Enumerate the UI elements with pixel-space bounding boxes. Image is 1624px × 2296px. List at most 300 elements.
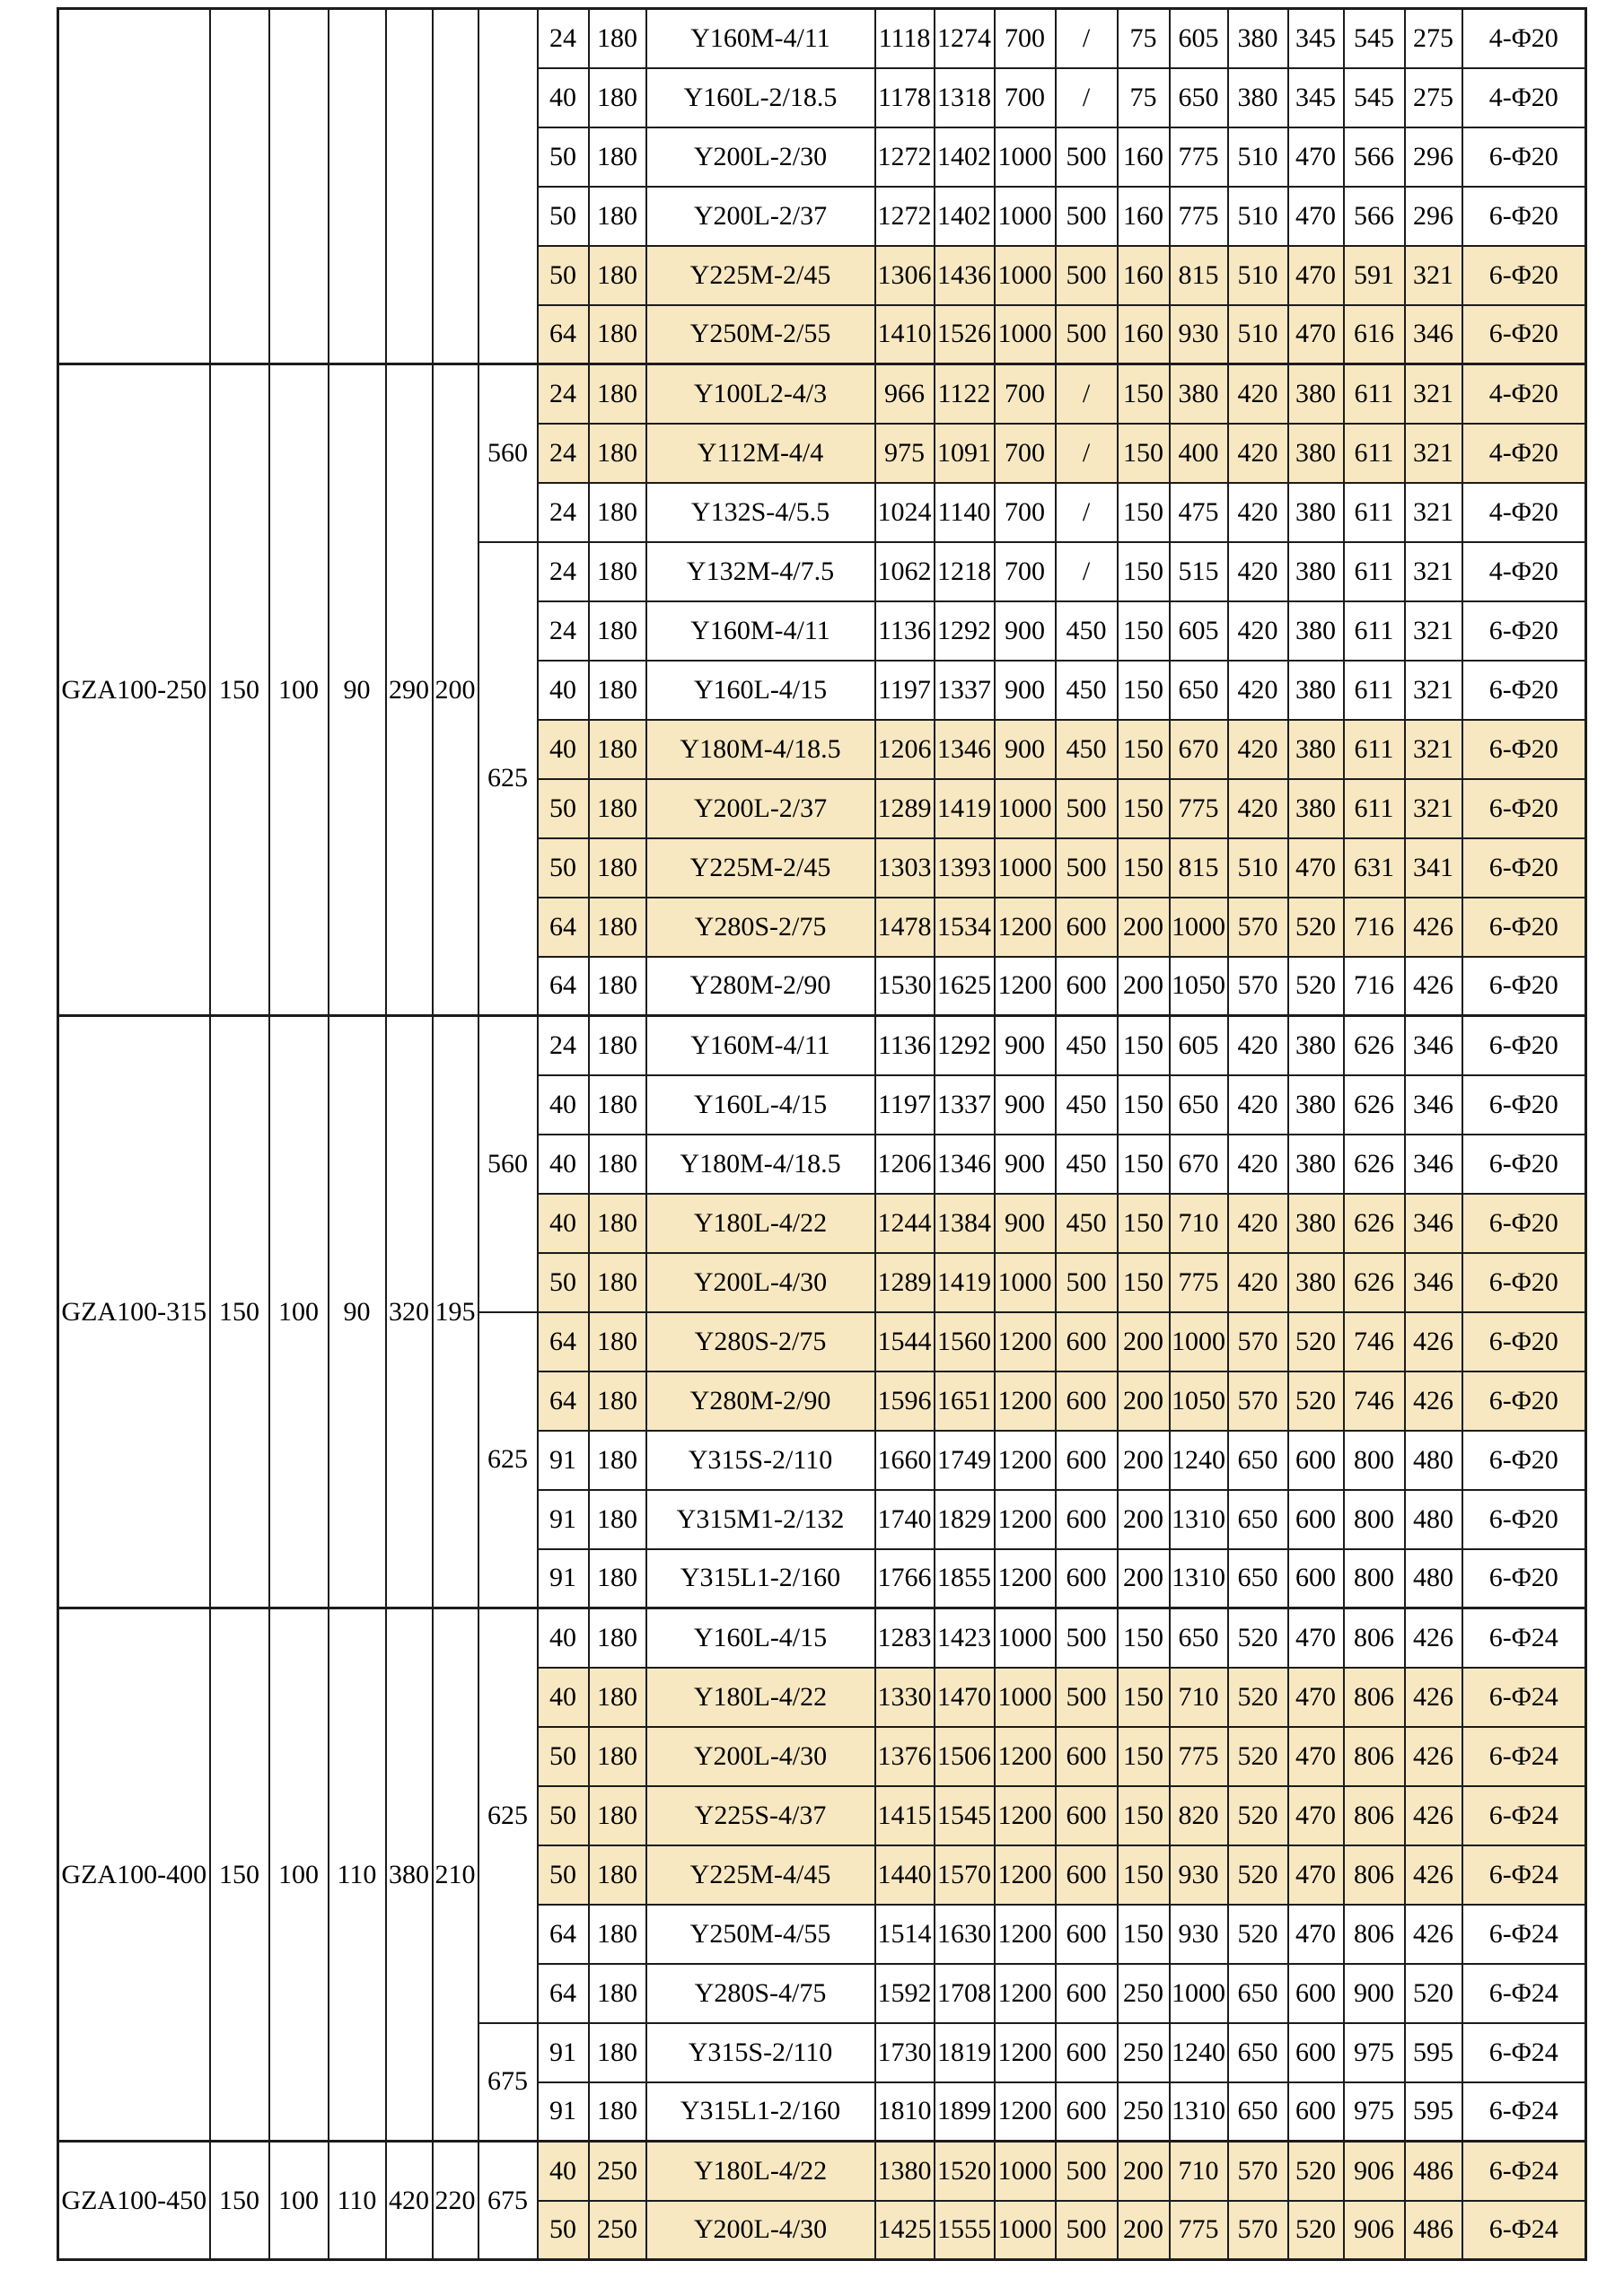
flow-cell: 64 — [538, 957, 589, 1016]
flow-cell: 50 — [538, 1845, 589, 1905]
pressure-cell: 180 — [589, 1668, 646, 1727]
value-cell: 611 — [1344, 601, 1405, 661]
value-cell: 450 — [1056, 1016, 1118, 1075]
bolt-spec-cell: 6-Φ24 — [1462, 2142, 1586, 2201]
value-cell: 515 — [1170, 542, 1228, 601]
value-cell: 1274 — [935, 9, 995, 68]
flow-cell: 40 — [538, 1075, 589, 1135]
value-cell: 1478 — [875, 898, 935, 957]
value-cell: 1140 — [935, 483, 995, 542]
value-cell: 746 — [1344, 1312, 1405, 1371]
model-cell: GZA100-400 — [58, 1608, 210, 2142]
value-cell: 815 — [1170, 838, 1228, 898]
value-cell: 600 — [1056, 1727, 1118, 1786]
value-cell: 1240 — [1170, 2023, 1228, 2082]
value-cell: 345 — [1288, 9, 1344, 68]
value-cell: 275 — [1405, 9, 1462, 68]
motor-model-cell: Y315S-2/110 — [646, 2023, 875, 2082]
value-cell: 470 — [1288, 1668, 1344, 1727]
value-cell: / — [1056, 424, 1118, 483]
value-cell: 380 — [1288, 424, 1344, 483]
motor-model-cell: Y225M-2/45 — [646, 246, 875, 305]
value-cell: 420 — [1228, 542, 1288, 601]
dim-cell — [433, 9, 478, 364]
value-cell: 710 — [1170, 1194, 1228, 1253]
value-cell: 345 — [1288, 68, 1344, 127]
spec-table-body — [58, 9, 1586, 2260]
value-cell: / — [1056, 364, 1118, 424]
value-cell: 160 — [1118, 187, 1170, 246]
dim-cell: 380 — [386, 1608, 433, 2142]
motor-model-cell: Y160M-4/11 — [646, 9, 875, 68]
value-cell: 380 — [1288, 779, 1344, 838]
value-cell: 1000 — [995, 838, 1056, 898]
value-cell: 1272 — [875, 127, 935, 187]
value-cell: 75 — [1118, 68, 1170, 127]
value-cell: 1592 — [875, 1964, 935, 2023]
pressure-cell: 180 — [589, 898, 646, 957]
value-cell: 1318 — [935, 68, 995, 127]
value-cell: 500 — [1056, 305, 1118, 364]
flow-cell: 64 — [538, 1905, 589, 1964]
value-cell: 670 — [1170, 1135, 1228, 1194]
pressure-cell: 180 — [589, 661, 646, 720]
motor-model-cell: Y180L-4/22 — [646, 2142, 875, 2201]
bolt-spec-cell: 4-Φ20 — [1462, 9, 1586, 68]
bolt-spec-cell: 6-Φ20 — [1462, 127, 1586, 187]
value-cell: 1200 — [995, 1964, 1056, 2023]
flow-cell: 64 — [538, 1371, 589, 1431]
value-cell: / — [1056, 9, 1118, 68]
value-cell: 600 — [1056, 1964, 1118, 2023]
value-cell: 1730 — [875, 2023, 935, 2082]
value-cell: 1310 — [1170, 1549, 1228, 1608]
value-cell: 806 — [1344, 1786, 1405, 1845]
value-cell: 1376 — [875, 1727, 935, 1786]
bolt-spec-cell: 6-Φ20 — [1462, 1312, 1586, 1371]
motor-model-cell: Y132S-4/5.5 — [646, 483, 875, 542]
bolt-spec-cell: 6-Φ20 — [1462, 1135, 1586, 1194]
value-cell: 426 — [1405, 1786, 1462, 1845]
value-cell: 321 — [1405, 483, 1462, 542]
value-cell: 450 — [1056, 661, 1118, 720]
table-row — [58, 1608, 1586, 1668]
flow-cell: 24 — [538, 542, 589, 601]
value-cell: 1749 — [935, 1431, 995, 1490]
value-cell: 1419 — [935, 779, 995, 838]
bolt-spec-cell: 6-Φ24 — [1462, 1786, 1586, 1845]
value-cell: 906 — [1344, 2142, 1405, 2201]
value-cell: 500 — [1056, 779, 1118, 838]
value-cell: 806 — [1344, 1905, 1405, 1964]
bolt-spec-cell: 4-Φ20 — [1462, 483, 1586, 542]
pressure-cell: 180 — [589, 305, 646, 364]
value-cell: 1440 — [875, 1845, 935, 1905]
value-cell: 626 — [1344, 1253, 1405, 1312]
value-cell: 611 — [1344, 424, 1405, 483]
value-cell: 700 — [995, 483, 1056, 542]
bolt-spec-cell: 6-Φ20 — [1462, 1549, 1586, 1608]
value-cell: 420 — [1228, 364, 1288, 424]
value-cell: 1200 — [995, 1727, 1056, 1786]
value-cell: 1200 — [995, 2023, 1056, 2082]
value-cell: 150 — [1118, 779, 1170, 838]
flow-cell: 91 — [538, 1431, 589, 1490]
motor-model-cell: Y250M-4/55 — [646, 1905, 875, 1964]
value-cell: 1740 — [875, 1490, 935, 1549]
value-cell: 605 — [1170, 9, 1228, 68]
pressure-cell: 180 — [589, 2082, 646, 2142]
bolt-spec-cell: 6-Φ20 — [1462, 957, 1586, 1016]
value-cell: 900 — [995, 720, 1056, 779]
dim-cell: 290 — [386, 364, 433, 1016]
speed-cell: 560 — [478, 1016, 538, 1312]
value-cell: 426 — [1405, 957, 1462, 1016]
value-cell: 616 — [1344, 305, 1405, 364]
value-cell: 1651 — [935, 1371, 995, 1431]
flow-cell: 24 — [538, 424, 589, 483]
value-cell: 470 — [1288, 1786, 1344, 1845]
value-cell: 1000 — [1170, 898, 1228, 957]
value-cell: 150 — [1118, 1727, 1170, 1786]
value-cell: 1000 — [995, 2142, 1056, 2201]
pressure-cell: 180 — [589, 1786, 646, 1845]
value-cell: 966 — [875, 364, 935, 424]
value-cell: 346 — [1405, 1075, 1462, 1135]
value-cell: 1526 — [935, 305, 995, 364]
motor-model-cell: Y160L-4/15 — [646, 661, 875, 720]
value-cell: 450 — [1056, 601, 1118, 661]
value-cell: 1000 — [995, 1668, 1056, 1727]
value-cell: 806 — [1344, 1845, 1405, 1905]
value-cell: 626 — [1344, 1016, 1405, 1075]
value-cell: 321 — [1405, 542, 1462, 601]
value-cell: 200 — [1118, 1431, 1170, 1490]
value-cell: 1506 — [935, 1727, 995, 1786]
value-cell: 600 — [1056, 2023, 1118, 2082]
bolt-spec-cell: 6-Φ20 — [1462, 1016, 1586, 1075]
bolt-spec-cell: 6-Φ20 — [1462, 898, 1586, 957]
bolt-spec-cell: 6-Φ20 — [1462, 246, 1586, 305]
value-cell: 426 — [1405, 1845, 1462, 1905]
bolt-spec-cell: 6-Φ20 — [1462, 720, 1586, 779]
dim-cell: 150 — [210, 364, 269, 1016]
value-cell: 321 — [1405, 601, 1462, 661]
value-cell: 1555 — [935, 2201, 995, 2260]
value-cell: 426 — [1405, 1905, 1462, 1964]
motor-model-cell: Y200L-4/30 — [646, 2201, 875, 2260]
value-cell: 1000 — [995, 1253, 1056, 1312]
motor-model-cell: Y315L1-2/160 — [646, 2082, 875, 2142]
value-cell: 150 — [1118, 720, 1170, 779]
value-cell: 1200 — [995, 957, 1056, 1016]
pressure-cell: 180 — [589, 2023, 646, 2082]
value-cell: 380 — [1228, 68, 1288, 127]
value-cell: 250 — [1118, 2082, 1170, 2142]
value-cell: 1289 — [875, 1253, 935, 1312]
value-cell: 626 — [1344, 1194, 1405, 1253]
value-cell: 820 — [1170, 1786, 1228, 1845]
motor-model-cell: Y225M-4/45 — [646, 1845, 875, 1905]
motor-model-cell: Y200L-2/37 — [646, 187, 875, 246]
value-cell: 1310 — [1170, 1490, 1228, 1549]
value-cell: 975 — [875, 424, 935, 483]
value-cell: 500 — [1056, 127, 1118, 187]
value-cell: 700 — [995, 424, 1056, 483]
dim-cell: 210 — [433, 1608, 478, 2142]
value-cell: 650 — [1228, 1964, 1288, 2023]
value-cell: 150 — [1118, 542, 1170, 601]
value-cell: 520 — [1228, 1727, 1288, 1786]
bolt-spec-cell: 6-Φ20 — [1462, 1431, 1586, 1490]
value-cell: 600 — [1288, 1964, 1344, 2023]
flow-cell: 50 — [538, 1253, 589, 1312]
value-cell: 200 — [1118, 898, 1170, 957]
value-cell: 150 — [1118, 601, 1170, 661]
flow-cell: 40 — [538, 661, 589, 720]
value-cell: 1419 — [935, 1253, 995, 1312]
value-cell: 775 — [1170, 1253, 1228, 1312]
dim-cell: 420 — [386, 2142, 433, 2260]
value-cell: 1000 — [995, 779, 1056, 838]
value-cell: 626 — [1344, 1075, 1405, 1135]
value-cell: 1530 — [875, 957, 935, 1016]
motor-model-cell: Y200L-4/30 — [646, 1253, 875, 1312]
value-cell: 650 — [1228, 1549, 1288, 1608]
bolt-spec-cell: 6-Φ24 — [1462, 1964, 1586, 2023]
pressure-cell: 180 — [589, 1490, 646, 1549]
value-cell: 510 — [1228, 187, 1288, 246]
value-cell: 150 — [1118, 1016, 1170, 1075]
dim-cell — [329, 9, 386, 364]
motor-model-cell: Y280S-4/75 — [646, 1964, 875, 2023]
pressure-cell: 180 — [589, 779, 646, 838]
value-cell: 1520 — [935, 2142, 995, 2201]
pressure-cell: 180 — [589, 957, 646, 1016]
value-cell: 570 — [1228, 957, 1288, 1016]
value-cell: 1810 — [875, 2082, 935, 2142]
value-cell: 1200 — [995, 1371, 1056, 1431]
value-cell: 1410 — [875, 305, 935, 364]
model-cell — [58, 9, 210, 364]
value-cell: 1560 — [935, 1312, 995, 1371]
value-cell: 250 — [1118, 2023, 1170, 2082]
value-cell: 150 — [1118, 1668, 1170, 1727]
value-cell: 420 — [1228, 720, 1288, 779]
value-cell: 380 — [1288, 1075, 1344, 1135]
value-cell: 520 — [1288, 898, 1344, 957]
value-cell: 1384 — [935, 1194, 995, 1253]
value-cell: 420 — [1228, 661, 1288, 720]
dim-cell: 90 — [329, 1016, 386, 1608]
value-cell: 346 — [1405, 1194, 1462, 1253]
value-cell: 600 — [1056, 1786, 1118, 1845]
dim-cell: 220 — [433, 2142, 478, 2260]
value-cell: 480 — [1405, 1549, 1462, 1608]
bolt-spec-cell: 6-Φ24 — [1462, 2201, 1586, 2260]
value-cell: 650 — [1228, 2082, 1288, 2142]
value-cell: 500 — [1056, 187, 1118, 246]
value-cell: 380 — [1288, 364, 1344, 424]
bolt-spec-cell: 6-Φ24 — [1462, 1668, 1586, 1727]
value-cell: 906 — [1344, 2201, 1405, 2260]
value-cell: 1200 — [995, 2082, 1056, 2142]
value-cell: 1050 — [1170, 1371, 1228, 1431]
value-cell: 570 — [1228, 2201, 1288, 2260]
flow-cell: 50 — [538, 246, 589, 305]
value-cell: 600 — [1056, 957, 1118, 1016]
value-cell: 346 — [1405, 305, 1462, 364]
value-cell: 600 — [1288, 2023, 1344, 2082]
value-cell: 380 — [1288, 1194, 1344, 1253]
value-cell: 716 — [1344, 898, 1405, 957]
flow-cell: 24 — [538, 364, 589, 424]
value-cell: 200 — [1118, 2201, 1170, 2260]
value-cell: 545 — [1344, 68, 1405, 127]
value-cell: 600 — [1288, 1490, 1344, 1549]
value-cell: 1000 — [995, 2201, 1056, 2260]
motor-model-cell: Y160L-4/15 — [646, 1075, 875, 1135]
value-cell: 150 — [1118, 838, 1170, 898]
bolt-spec-cell: 6-Φ20 — [1462, 838, 1586, 898]
value-cell: 1766 — [875, 1549, 935, 1608]
value-cell: 380 — [1170, 364, 1228, 424]
value-cell: 380 — [1288, 483, 1344, 542]
value-cell: 1660 — [875, 1431, 935, 1490]
value-cell: 1829 — [935, 1490, 995, 1549]
value-cell: 1310 — [1170, 2082, 1228, 2142]
value-cell: 380 — [1228, 9, 1288, 68]
value-cell: 1625 — [935, 957, 995, 1016]
value-cell: 250 — [1118, 1964, 1170, 2023]
value-cell: 700 — [995, 364, 1056, 424]
value-cell: 420 — [1228, 1253, 1288, 1312]
value-cell: 900 — [995, 1135, 1056, 1194]
value-cell: 1200 — [995, 1490, 1056, 1549]
value-cell: 570 — [1228, 898, 1288, 957]
value-cell: 600 — [1056, 1431, 1118, 1490]
pressure-cell: 180 — [589, 1312, 646, 1371]
motor-model-cell: Y160M-4/11 — [646, 1016, 875, 1075]
pressure-cell: 180 — [589, 1727, 646, 1786]
flow-cell: 50 — [538, 838, 589, 898]
value-cell: 1337 — [935, 1075, 995, 1135]
value-cell: 520 — [1228, 1668, 1288, 1727]
value-cell: 600 — [1056, 1312, 1118, 1371]
value-cell: 1534 — [935, 898, 995, 957]
value-cell: 426 — [1405, 1312, 1462, 1371]
value-cell: 520 — [1288, 2142, 1344, 2201]
speed-cell: 560 — [478, 364, 538, 542]
value-cell: 150 — [1118, 483, 1170, 542]
value-cell: 470 — [1288, 246, 1344, 305]
motor-model-cell: Y132M-4/7.5 — [646, 542, 875, 601]
value-cell: 800 — [1344, 1490, 1405, 1549]
value-cell: 520 — [1288, 1312, 1344, 1371]
motor-model-cell: Y180M-4/18.5 — [646, 1135, 875, 1194]
flow-cell: 40 — [538, 1668, 589, 1727]
value-cell: 520 — [1288, 1371, 1344, 1431]
value-cell: 975 — [1344, 2023, 1405, 2082]
value-cell: 520 — [1288, 2201, 1344, 2260]
motor-model-cell: Y200L-2/37 — [646, 779, 875, 838]
pressure-cell: 180 — [589, 1608, 646, 1668]
flow-cell: 50 — [538, 2201, 589, 2260]
value-cell: 150 — [1118, 424, 1170, 483]
speed-cell: 675 — [478, 2023, 538, 2142]
value-cell: 1289 — [875, 779, 935, 838]
value-cell: 160 — [1118, 127, 1170, 187]
value-cell: 150 — [1118, 1194, 1170, 1253]
motor-model-cell: Y225S-4/37 — [646, 1786, 875, 1845]
value-cell: 600 — [1288, 2082, 1344, 2142]
value-cell: 520 — [1228, 1845, 1288, 1905]
value-cell: 611 — [1344, 542, 1405, 601]
value-cell: 800 — [1344, 1431, 1405, 1490]
value-cell: 591 — [1344, 246, 1405, 305]
pressure-cell: 180 — [589, 838, 646, 898]
value-cell: 1197 — [875, 1075, 935, 1135]
flow-cell: 40 — [538, 720, 589, 779]
bolt-spec-cell: 6-Φ20 — [1462, 305, 1586, 364]
value-cell: 605 — [1170, 601, 1228, 661]
value-cell: 900 — [995, 661, 1056, 720]
table-row — [58, 1016, 1586, 1075]
value-cell: 775 — [1170, 1727, 1228, 1786]
bolt-spec-cell: 6-Φ20 — [1462, 1075, 1586, 1135]
motor-model-cell: Y280M-2/90 — [646, 1371, 875, 1431]
value-cell: 160 — [1118, 305, 1170, 364]
motor-model-cell: Y100L2-4/3 — [646, 364, 875, 424]
value-cell: 570 — [1228, 1371, 1288, 1431]
motor-model-cell: Y160M-4/11 — [646, 601, 875, 661]
value-cell: 500 — [1056, 246, 1118, 305]
pressure-cell: 250 — [589, 2142, 646, 2201]
value-cell: 1330 — [875, 1668, 935, 1727]
value-cell: 600 — [1056, 2082, 1118, 2142]
value-cell: 595 — [1405, 2082, 1462, 2142]
value-cell: 296 — [1405, 127, 1462, 187]
pressure-cell: 180 — [589, 9, 646, 68]
value-cell: 746 — [1344, 1371, 1405, 1431]
value-cell: 1000 — [995, 246, 1056, 305]
value-cell: / — [1056, 68, 1118, 127]
dim-cell: 150 — [210, 1608, 269, 2142]
value-cell: 1200 — [995, 1431, 1056, 1490]
value-cell: 1024 — [875, 483, 935, 542]
value-cell: 1062 — [875, 542, 935, 601]
dim-cell: 195 — [433, 1016, 478, 1608]
value-cell: 380 — [1288, 1253, 1344, 1312]
value-cell: 520 — [1405, 1964, 1462, 2023]
bolt-spec-cell: 6-Φ24 — [1462, 2082, 1586, 2142]
pressure-cell: 180 — [589, 542, 646, 601]
bolt-spec-cell: 6-Φ20 — [1462, 1371, 1586, 1431]
value-cell: 500 — [1056, 2201, 1118, 2260]
value-cell: 1596 — [875, 1371, 935, 1431]
value-cell: 1292 — [935, 601, 995, 661]
table-row — [58, 364, 1586, 424]
value-cell: 321 — [1405, 246, 1462, 305]
value-cell: / — [1056, 483, 1118, 542]
value-cell: 1470 — [935, 1668, 995, 1727]
value-cell: 600 — [1288, 1549, 1344, 1608]
pressure-cell: 180 — [589, 1253, 646, 1312]
value-cell: 426 — [1405, 1727, 1462, 1786]
bolt-spec-cell: 6-Φ24 — [1462, 1608, 1586, 1668]
value-cell: 150 — [1118, 1786, 1170, 1845]
motor-model-cell: Y280S-2/75 — [646, 1312, 875, 1371]
